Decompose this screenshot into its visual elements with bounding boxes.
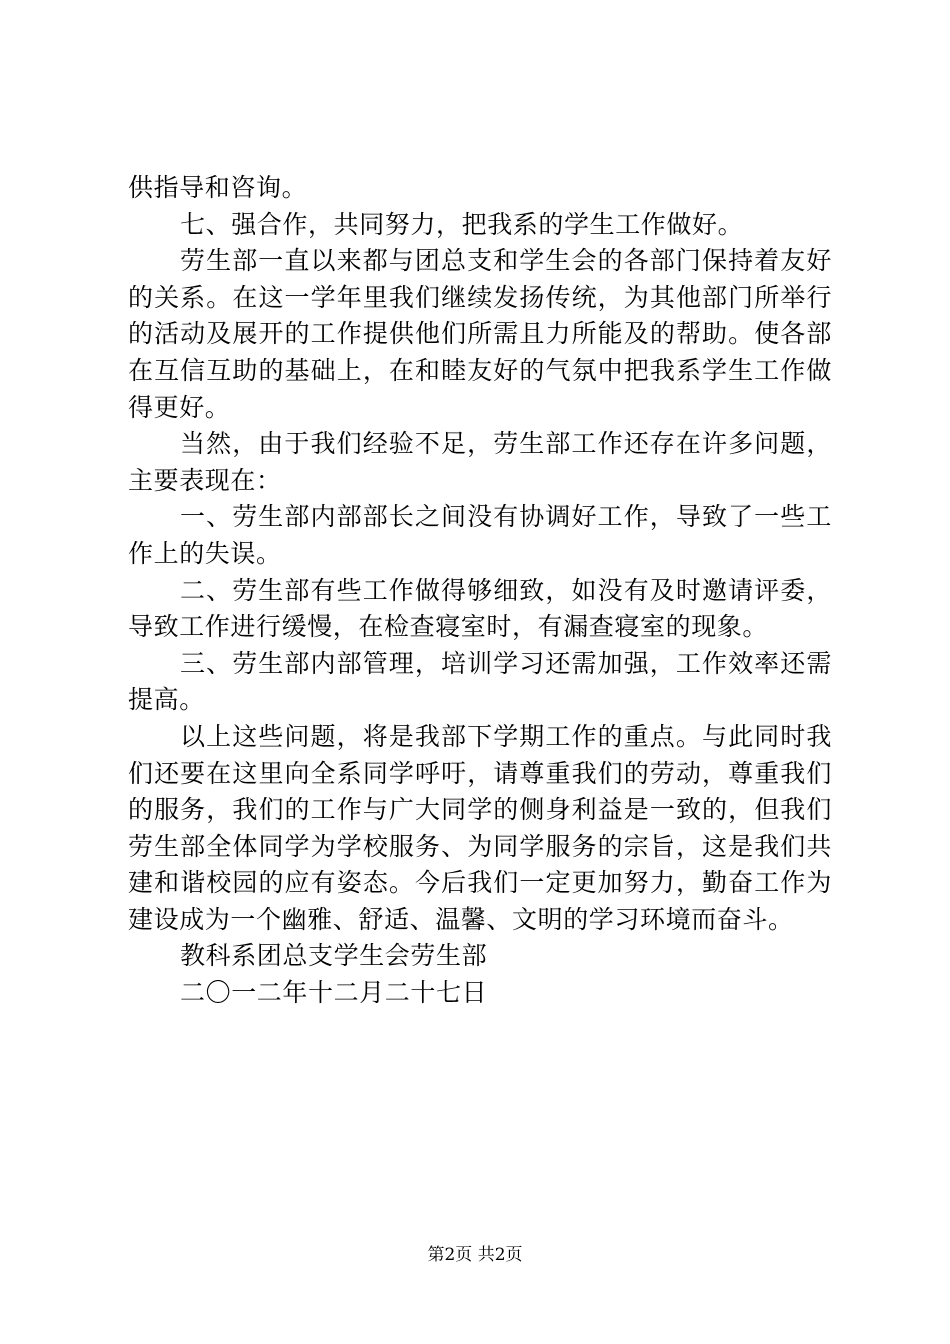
paragraph-continuation: 供指导和咨询。: [128, 173, 308, 202]
signature-date: 二〇一二年十二月二十七日: [180, 978, 488, 1008]
paragraph-cooperation: 劳生部一直以来都与团总支和学生会的各部门保持着友好的关系。在这一学年里我们继续发扬传统，为其他部门所举行的活动及展开的工作提供他们所需且力所能及的帮助。使各部在互信互助的基础上，在和睦友好的气氛中把我系学生工作做得更好。: [128, 246, 832, 422]
paragraph-problem-three: 三、劳生部内部管理，培训学习还需加强，工作效率还需提高。: [128, 648, 832, 715]
signature-organization: 教科系团总支学生会劳生部: [180, 941, 488, 971]
paragraph-problem-two: 二、劳生部有些工作做得够细致，如没有及时邀请评委，导致工作进行缓慢，在检查寝室时，有漏查寝室的现象。: [128, 575, 832, 642]
page-number-footer: 第2页 共2页: [427, 1245, 523, 1265]
paragraph-heading-seven: 七、强合作，共同努力，把我系的学生工作做好。: [180, 209, 744, 239]
document-body: [128, 170, 832, 1012]
paragraph-conclusion: 以上这些问题，将是我部下学期工作的重点。与此同时我们还要在这里向全系同学呼吁，请尊重我们的劳动，尊重我们的服务，我们的工作与广大同学的侧身利益是一致的，但我们劳生部全体同学为学校服务、为同学服务的宗旨，这是我们共建和谐校园的应有姿态。今后我们一定更加努力，勤奋工作为建设成为一个幽雅、舒适、温馨、文明的学习环境而奋斗。: [128, 721, 832, 934]
paragraph-problems-intro: 当然，由于我们经验不足，劳生部工作还存在许多问题，主要表现在：: [128, 429, 832, 495]
paragraph-problem-one: 一、劳生部内部部长之间没有协调好工作，导致了一些工作上的失误。: [128, 502, 832, 568]
